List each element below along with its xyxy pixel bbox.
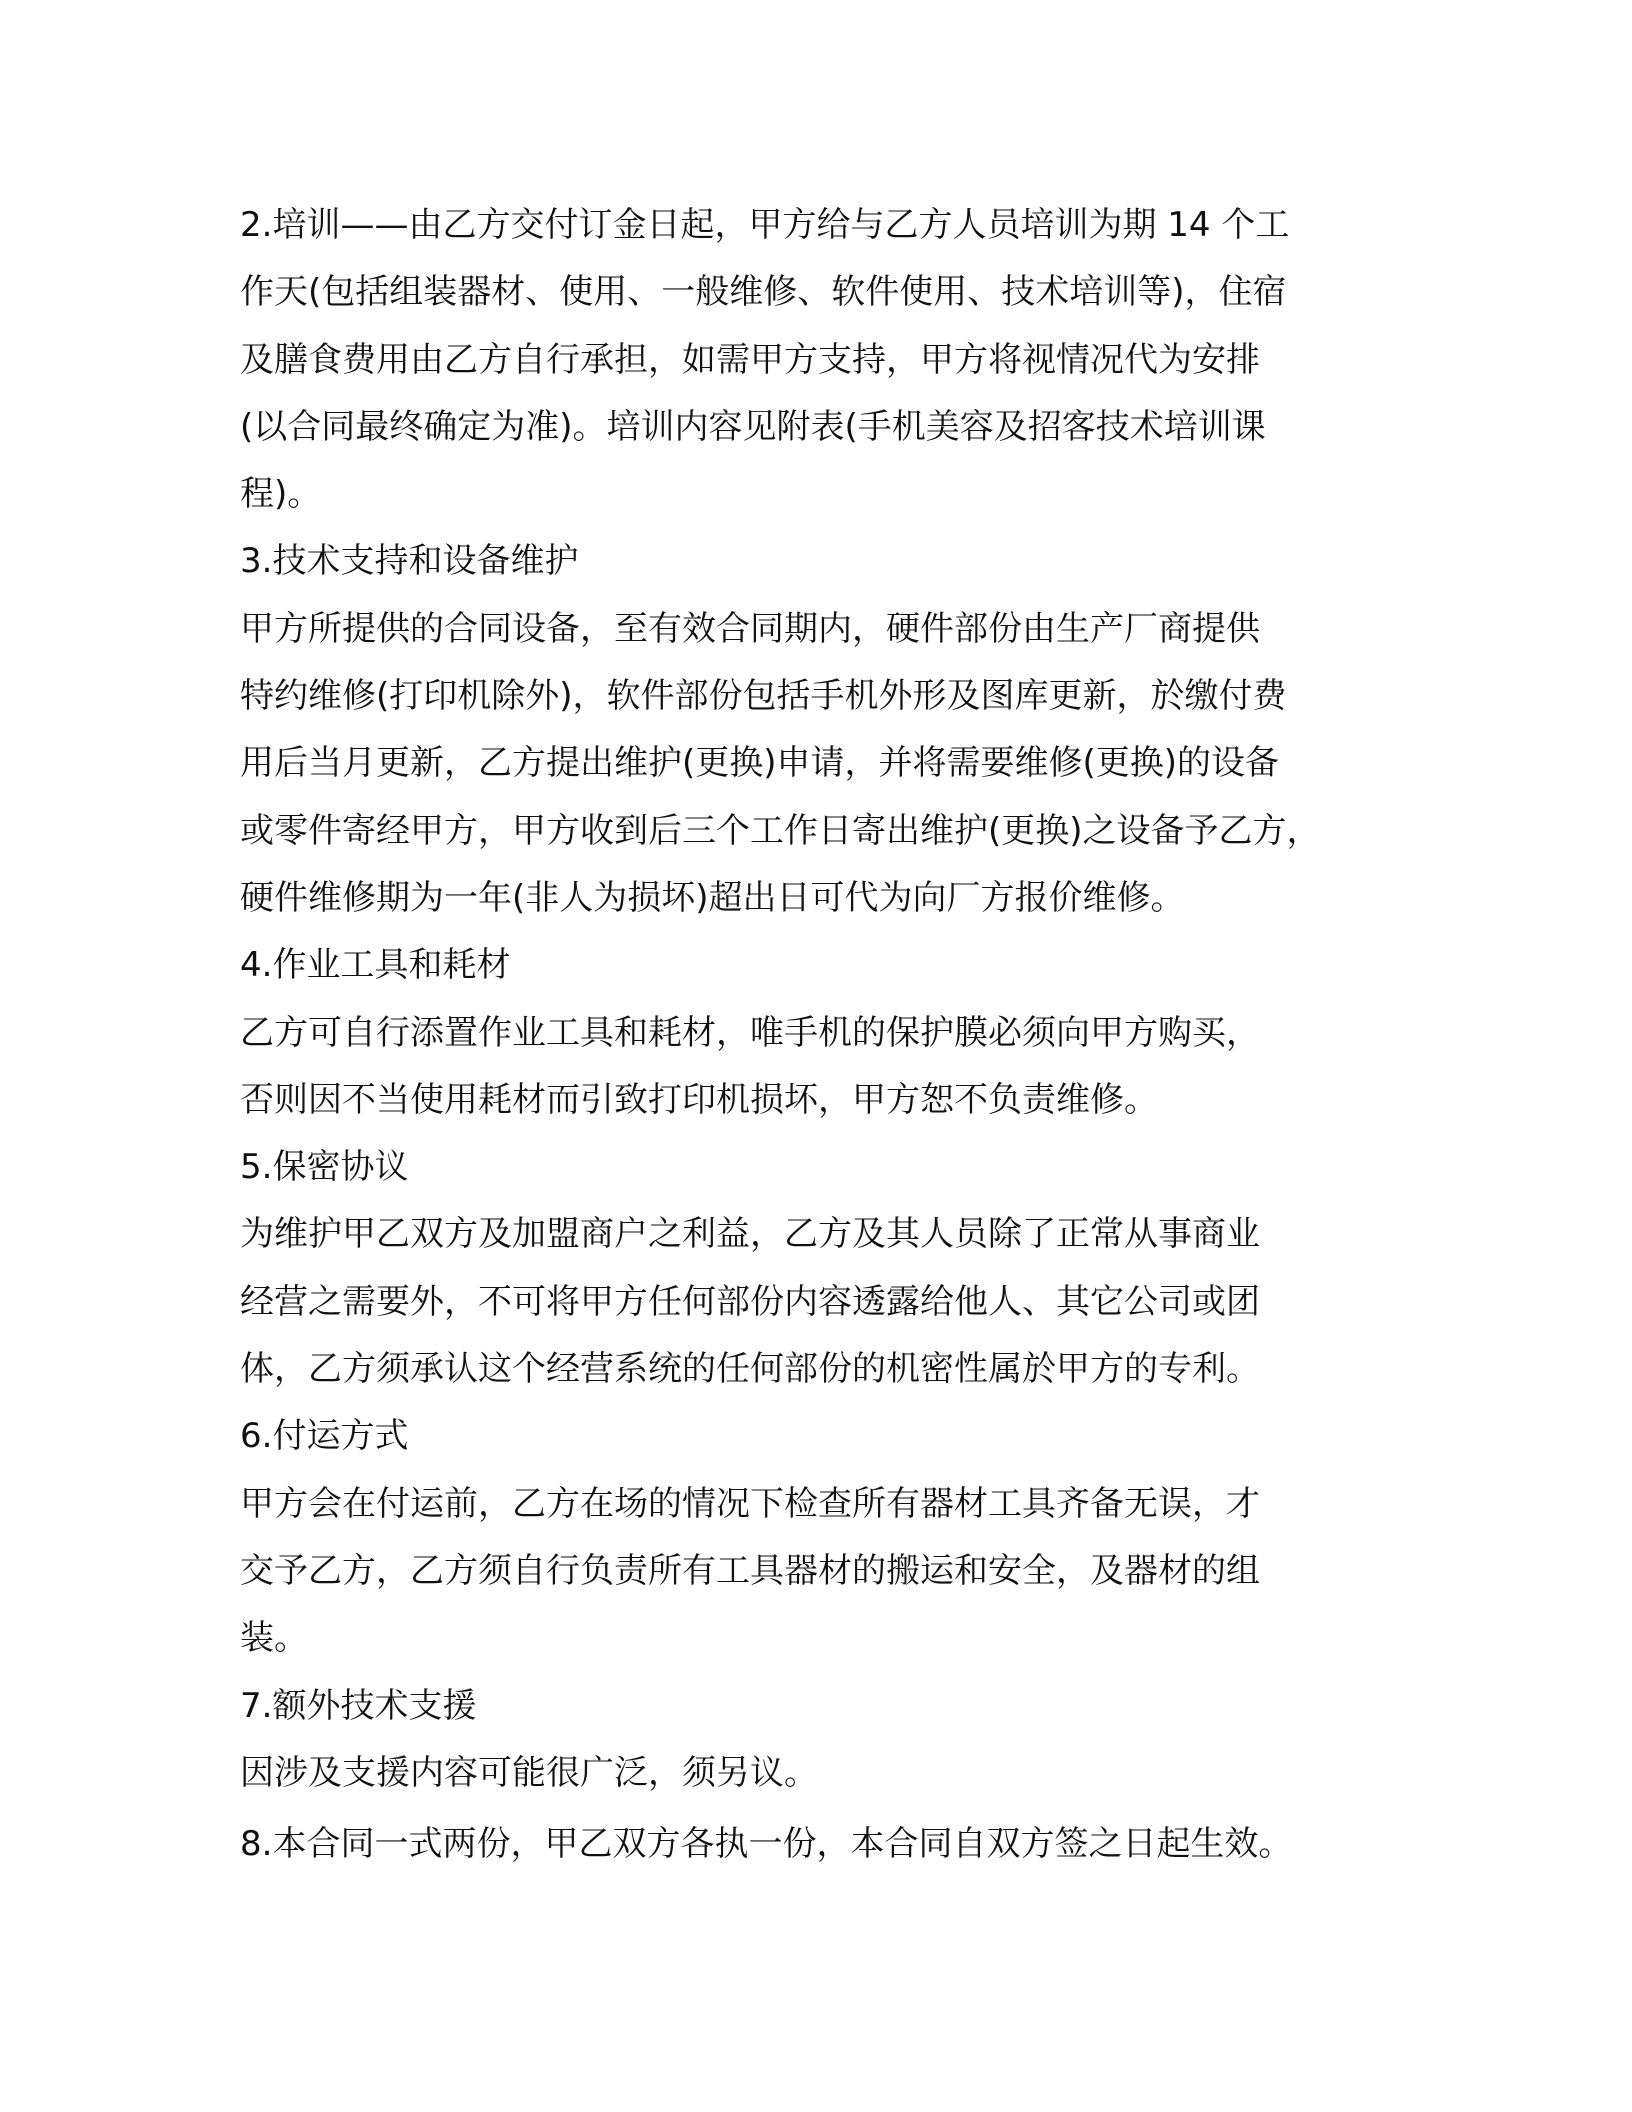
text-line: 或零件寄经甲方，甲方收到后三个工作日寄出维护(更换)之设备予乙方， bbox=[240, 810, 1321, 851]
text-line: 经营之需要外，不可将甲方任何部份内容透露给他人、其它公司或团 bbox=[240, 1281, 1260, 1322]
section-heading: 7.额外技术支援 bbox=[240, 1685, 477, 1726]
text-line: 特约维修(打印机除外)，软件部份包括手机外形及图库更新，於缴付费 bbox=[240, 676, 1287, 717]
section-heading: 6.付运方式 bbox=[240, 1416, 409, 1457]
text-line: (以合同最终确定为准)。培训内容见附表(手机美容及招客技术培训课 bbox=[240, 406, 1266, 447]
section-heading: 4.作业工具和耗材 bbox=[240, 945, 511, 986]
text-line: 体，乙方须承认这个经营系统的任何部份的机密性属於甲方的专利。 bbox=[240, 1349, 1260, 1390]
section-heading: 3.技术支持和设备维护 bbox=[240, 541, 579, 582]
text-line: 乙方可自行添置作业工具和耗材，唯手机的保护膜必须向甲方购买， bbox=[240, 1012, 1260, 1053]
text-line: 否则因不当使用耗材而引致打印机损坏，甲方恕不负责维修。 bbox=[240, 1079, 1158, 1120]
text-line: 用后当月更新，乙方提出维护(更换)申请，并将需要维修(更换)的设备 bbox=[240, 743, 1280, 784]
text-line: 程)。 bbox=[240, 474, 322, 515]
contract-text-block bbox=[240, 192, 1420, 1878]
section-heading: 8.本合同一式两份，甲乙双方各执一份，本合同自双方签之日起生效。 bbox=[240, 1824, 1293, 1865]
text-line: 因涉及支援内容可能很广泛，须另议。 bbox=[240, 1752, 818, 1793]
text-line: 硬件维修期为一年(非人为损坏)超出日可代为向厂方报价维修。 bbox=[240, 877, 1185, 918]
text-line: 甲方会在付运前，乙方在场的情况下检查所有器材工具齐备无误，才 bbox=[240, 1483, 1260, 1524]
text-line: 作天(包括组装器材、使用、一般维修、软件使用、技术培训等)，住宿 bbox=[240, 272, 1287, 313]
text-line: 甲方所提供的合同设备，至有效合同期内，硬件部份由生产厂商提供 bbox=[240, 608, 1260, 649]
text-line: 及膳食费用由乙方自行承担，如需甲方支持，甲方将视情况代为安排 bbox=[240, 339, 1260, 380]
text-line: 2.培训——由乙方交付订金日起，甲方给与乙方人员培训为期 14 个工 bbox=[240, 205, 1290, 245]
section-heading: 5.保密协议 bbox=[240, 1147, 409, 1188]
text-line: 装。 bbox=[240, 1618, 308, 1659]
text-line: 交予乙方，乙方须自行负责所有工具器材的搬运和安全，及器材的组 bbox=[240, 1550, 1260, 1591]
text-line: 为维护甲乙双方及加盟商户之利益，乙方及其人员除了正常从事商业 bbox=[240, 1214, 1260, 1255]
